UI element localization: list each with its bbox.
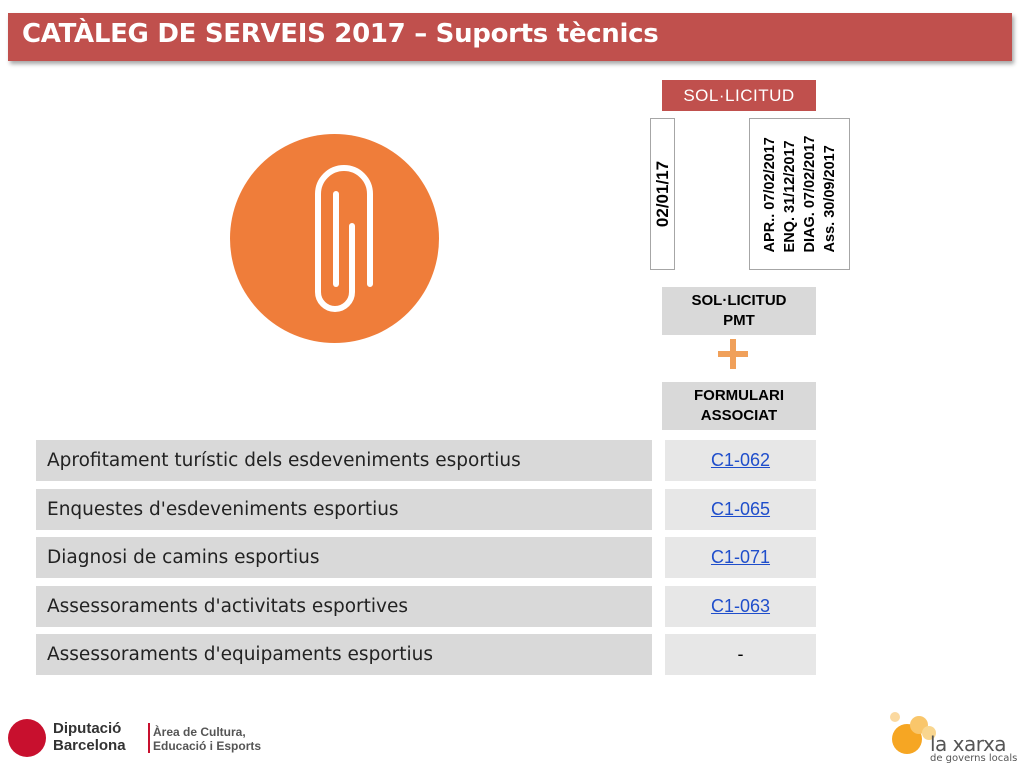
service-row-label: Assessoraments d'equipaments esportius — [36, 634, 652, 675]
service-code-cell — [665, 440, 816, 481]
xarxa-logo — [888, 712, 1018, 764]
request-date-box — [650, 118, 675, 270]
plus-icon — [718, 339, 748, 369]
org-name — [53, 720, 126, 754]
request-date: 02/01/17 — [652, 160, 672, 228]
form-line-1: FORMULARI — [694, 387, 784, 404]
request-column-header: SOL·LICITUD — [662, 80, 816, 111]
service-row-label: Enquestes d'esdeveniments esportius — [36, 489, 652, 530]
network-subtitle: de governs locals — [930, 753, 1018, 764]
dept-line-2: Educació i Esports — [153, 739, 262, 753]
service-code-link[interactable]: C1-062 — [710, 450, 771, 470]
org-name-line-2: Barcelona — [53, 737, 126, 754]
service-code-empty: - — [737, 644, 744, 664]
dept-line-1: Àrea de Cultura, — [153, 725, 246, 739]
pmt-line-1: SOL·LICITUD — [691, 292, 787, 309]
service-code-cell — [665, 634, 816, 675]
title-bar — [8, 13, 1012, 61]
service-row-label: Aprofitament turístic dels esdeveniments esportius — [36, 440, 652, 481]
org-name-line-1: Diputació — [53, 720, 122, 737]
service-code-cell — [665, 489, 816, 530]
diputacio-logo — [8, 717, 278, 759]
department-name — [153, 725, 261, 753]
service-row-label: Diagnosi de camins esportius — [36, 537, 652, 578]
service-code-link[interactable]: C1-063 — [710, 596, 771, 616]
request-deadlines-box — [749, 118, 850, 270]
form-line-2: ASSOCIAT — [700, 407, 778, 424]
service-code-link[interactable]: C1-065 — [710, 499, 771, 519]
request-deadlines — [760, 136, 840, 253]
page-title: CATÀLEG DE SERVEIS 2017 – Suports tècnics — [22, 19, 659, 49]
deadline-ass: Ass. 30/09/2017 — [821, 145, 838, 253]
service-code-link[interactable]: C1-071 — [710, 547, 771, 567]
diputacio-seal-icon — [8, 719, 46, 757]
service-code-cell — [665, 537, 816, 578]
network-name: la xarxa — [930, 732, 1007, 756]
deadline-enq: ENQ. 31/12/2017 — [781, 140, 798, 253]
deadline-diag: DIAG. 07/02/2017 — [801, 135, 818, 253]
paperclip-badge — [230, 134, 439, 343]
pmt-line-2: PMT — [723, 312, 755, 329]
associated-form-box — [662, 382, 816, 430]
pmt-request-box — [662, 287, 816, 335]
footer-divider — [148, 723, 150, 753]
service-code-cell — [665, 586, 816, 627]
paperclip-icon — [230, 134, 439, 343]
service-row-label: Assessoraments d'activitats esportives — [36, 586, 652, 627]
logo-dot — [890, 712, 900, 722]
deadline-apr: APR.. 07/02/2017 — [761, 137, 778, 253]
